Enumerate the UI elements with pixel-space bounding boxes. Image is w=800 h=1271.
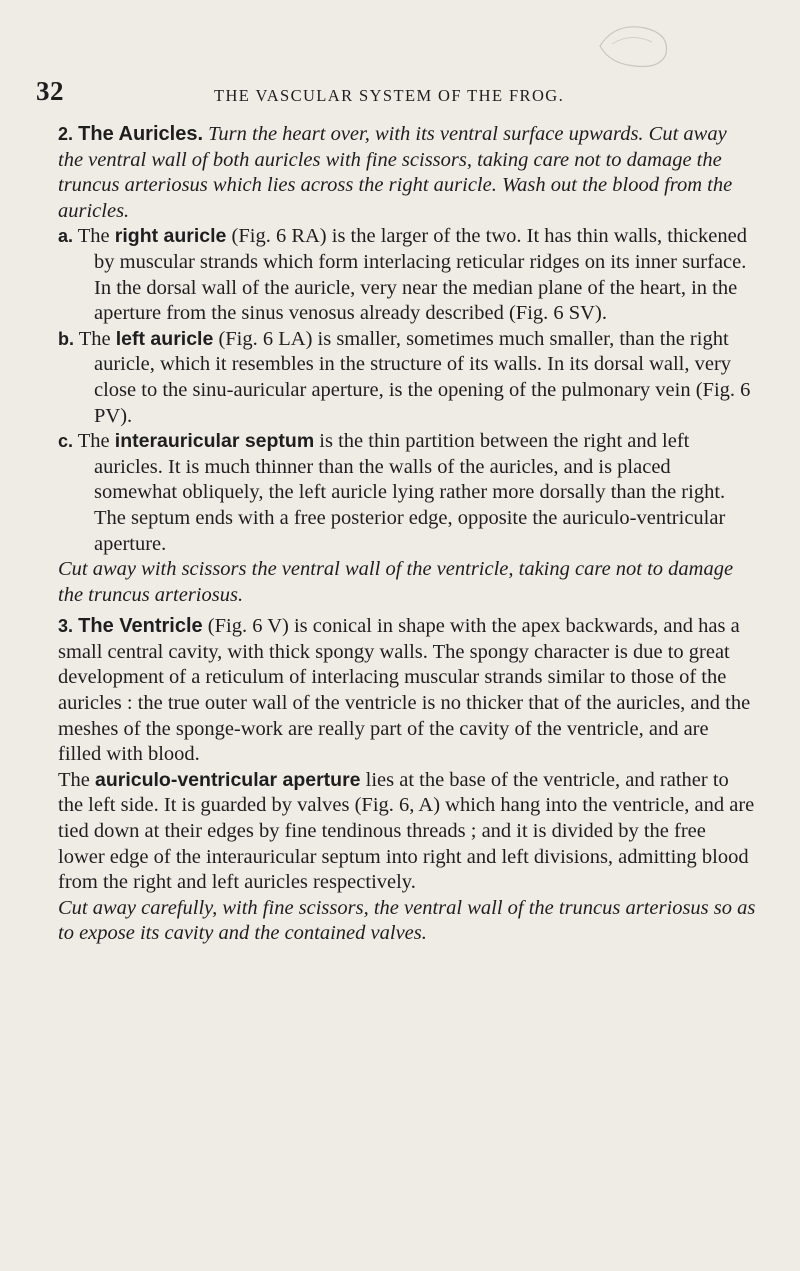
item-left-auricle: [0, 327, 800, 429]
item-text: (Fig. 6 RA) is the larger of the two. It has thin walls, thickened by muscular strands which form interlacing reticular ridges on its inner surface. In the dorsal wall of the auricle, very near the median plane of the heart, in the aperture from the sinus venosus already described (Fig. 6 SV).: [94, 225, 747, 325]
item-term: right auricle: [114, 225, 227, 248]
section-title: The Auricles.: [78, 123, 203, 145]
section-number: 3.: [58, 616, 74, 637]
item-label: b.: [58, 328, 74, 349]
dissection-instruction: Cut away with scissors the ventral wall of the ventricle, taking care not to damage the truncus arteriosus.: [58, 558, 734, 606]
paragraph-av-aperture: [0, 768, 800, 896]
item-text: is the thin partition between the right and left auricles. It is much thinner than the walls of the auricles, and is placed somewhat obliquely, the left auricle lying rather more dorsally than the right. The septum ends with a free posterior edge, opposite the auriculo-ventricular aperture.: [94, 430, 726, 555]
section-number: 2.: [58, 124, 74, 144]
item-term: left auricle: [115, 327, 214, 350]
item-text: (Fig. 6 LA) is smaller, sometimes much smaller, than the right auricle, which it resembles in the structure of its walls. In its dorsal wall, very close to the sinu-auricular aperture, is the opening of the pulmonary vein (Fig. 6 PV).: [94, 327, 751, 427]
item-term: interauricular septum: [114, 430, 315, 453]
section-text: (Fig. 6 V) is conical in shape with the apex backwards, and has a small central cavity, with thick spongy walls. The spongy character is due to great development of a reticulum of interlacing muscular strands similar to those of the auricles : the true outer wall of the ventricle is no thicker that of the auricles, and the meshes of the sponge-work are really part of the cavity of the ventricle, and are filled with blood.: [58, 615, 751, 766]
item-interauricular-septum: [0, 429, 800, 557]
running-head: THE VASCULAR SYSTEM OF THE FROG.: [214, 86, 565, 105]
item-text-pre: The: [77, 225, 115, 248]
section-title: The Ventricle: [78, 615, 203, 638]
paragraph-text: lies at the base of the ventricle, and rather to the left side. It is guarded by valves (Fig. 6, A) which hang into the ventricle, and are tied down at their edges by fine tendinous threads ; and it is divided by the free lower edge of the interauricular septum into right and left divisions, admitting blood from the right and left auricles respectively.: [58, 768, 755, 894]
item-text-pre: The: [77, 430, 115, 453]
library-stamp-mark: [590, 14, 680, 74]
instruction-truncus: [0, 896, 800, 947]
paragraph-term: auriculo-ventricular aperture: [95, 768, 361, 791]
item-label: c.: [58, 431, 74, 452]
item-text-pre: The: [78, 327, 116, 350]
dissection-instruction: Cut away carefully, with fine scissors, the ventral wall of the truncus arteriosus so as to expose its cavity and the contained valves.: [58, 896, 756, 945]
page-body: [0, 122, 800, 947]
paragraph-text-pre: The: [58, 768, 95, 791]
instruction-ventricle: [0, 557, 800, 608]
dissection-instruction: Turn the heart over, with its ventral surface upwards. Cut away the ventral wall of both auricles with fine scissors, taking care not to damage the truncus arteriosus which lies across the right auricle. Wash out the blood from the auricles.: [58, 123, 733, 222]
section-ventricle: [0, 614, 800, 768]
item-right-auricle: [0, 224, 800, 326]
page-number: 32: [36, 76, 64, 106]
section-auricles: [0, 122, 800, 224]
item-label: a.: [58, 226, 74, 247]
page-header: [36, 76, 756, 106]
